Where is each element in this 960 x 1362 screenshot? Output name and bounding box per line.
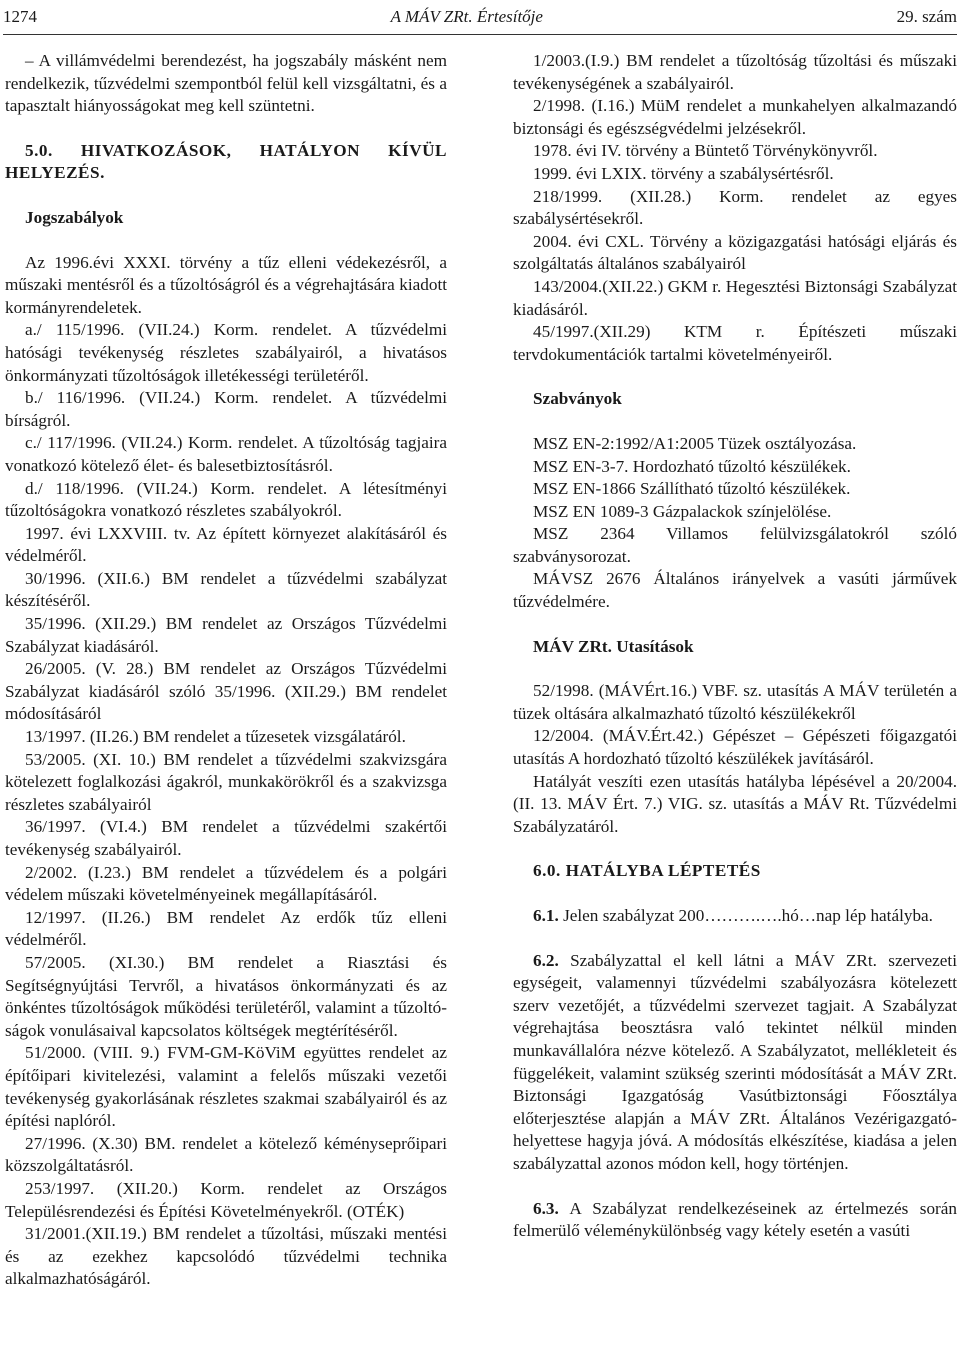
law-paragraph: 253/1997. (XII.20.) Korm. rendelet az Országos Településrendezési és Építési Követelményekről. (OTÉK) bbox=[5, 1178, 447, 1221]
order-item: Hatályát veszíti ezen utasítás hatályba lépésével a 20/2004. (II. 13. MÁV Ért. 7.) VIG. sz. utasítás a MÁV Rt. Tűzvédelmi Szabályzatáról. bbox=[513, 771, 957, 836]
order-item: 52/1998. (MÁVÉrt.16.) VBF. sz. utasítás A MÁV területén a tüzek oltására alkalmazható tűzoltó készülékekről bbox=[513, 681, 957, 723]
law-paragraph: 45/1997.(XII.29) KTM r. Építészeti műszaki tervdokumentációk tartalmi követelményeiről. bbox=[513, 322, 957, 364]
section-heading-effective: 6.0. HATÁLYBA LÉPTETÉS bbox=[533, 861, 761, 881]
law-paragraph: 31/2001.(XII.19.) BM rendelet a tűzoltási, műszaki mentési és az ezekhez kapcsolódó tűzvédelmi technika alkalmazhatóságáról. bbox=[5, 1224, 447, 1289]
subheading-laws: Jogszabályok bbox=[25, 207, 124, 227]
law-paragraph: 26/2005. (V. 28.) BM rendelet az Országos Tűzvédelmi Szabályzat kiadásáról szóló 35/1996. (XII.29.) BM rendelet módosításáról bbox=[5, 659, 447, 724]
standard-item: MÁVSZ 2676 Általános irányelvek a vasúti járművek tűzvédelmére. bbox=[513, 569, 957, 612]
law-paragraph: 1997. évi LXXVIII. tv. Az épített környezet alakításáról és védelméről. bbox=[5, 523, 447, 566]
clause-text: A Szabályzat rendelkezéseinek az értelmezés során felmerülő véleménykülönbség vagy kétely esetén a vasúti bbox=[513, 1198, 957, 1241]
header-rule bbox=[3, 34, 957, 35]
law-paragraph: 143/2004.(XII.22.) GKM r. Hegesztési Biztonsági Szabályzat kiadásáról. bbox=[513, 276, 957, 319]
clause-number: 6.1. bbox=[533, 906, 559, 925]
law-paragraph: 57/2005. (XI.30.) BM rendelet a Riasztási és Segítségnyújtási Tervről, a hivatásos önkormányzati és az önkéntes tűzoltóságok működési területéről, valamint a tűzoltó-ságok vonulásaival kapcsolatos költségek megtérítéséről. bbox=[5, 952, 447, 1040]
law-paragraph: 1999. évi LXIX. törvény a szabálysértésről. bbox=[533, 163, 834, 183]
issue-number: 29. szám bbox=[896, 7, 957, 26]
page-header bbox=[3, 4, 957, 30]
law-paragraph: 2/1998. (I.16.) MüM rendelet a munkahelyen alkalmazandó biztonsági és egészségvédelmi jelzésekről. bbox=[513, 96, 957, 138]
law-paragraph: 35/1996. (XII.29.) BM rendelet az Országos Tűzvédelmi Szabályzat kiadásáról. bbox=[5, 614, 447, 656]
standard-item: MSZ EN-1866 Szállítható tűzoltó készülékek. bbox=[533, 479, 851, 499]
law-paragraph: 30/1996. (XII.6.) BM rendelet a tűzvédelmi szabályzat készítéséről. bbox=[5, 568, 447, 611]
law-paragraph: 1978. évi IV. törvény a Büntető Törvénykönyvről. bbox=[533, 141, 878, 161]
law-paragraph: 36/1997. (VI.4.) BM rendelet a tűzvédelmi szakértői tevékenység szabályairól. bbox=[5, 817, 447, 859]
law-paragraph: 218/1999. (XII.28.) Korm. rendelet az egyes szabálysértésekről. bbox=[513, 186, 957, 229]
law-paragraph: 51/2000. (VIII. 9.) FVM-GM-KöViM együttes rendelet az építőipari kivitelezési, valamint a felelős műszaki vezetői tevékenység gyakorlásának részletes szakmai szabályairól és az építési naplóról. bbox=[5, 1043, 447, 1131]
subheading-standards: Szabványok bbox=[533, 389, 622, 409]
law-paragraph: 53/2005. (XI. 10.) BM rendelet a tűzvédelmi szakvizsgára kötelezett foglalkozási ágakról, munkakörökről és a szakvizsga részletes szabályairól bbox=[5, 749, 447, 814]
clause-number: 6.2. bbox=[533, 950, 559, 970]
law-paragraph: c./ 117/1996. (VII.24.) Korm. rendelet. A tűzoltóság tagjaira vonatkozó kötelező élet- és balesetbiztosításról. bbox=[5, 433, 447, 475]
subheading-orders: MÁV ZRt. Utasítások bbox=[533, 636, 694, 656]
clause-6-1 bbox=[513, 905, 957, 928]
law-paragraph: Az 1996.évi XXXI. törvény a tűz elleni védekezésről, a műszaki mentésről és a tűzoltóságról és a végrehajtására kiadott kormányrendeletek. bbox=[5, 252, 447, 317]
law-paragraph: b./ 116/1996. (VII.24.) Korm. rendelet. A tűzvédelmi bírságról. bbox=[5, 388, 447, 430]
intro-paragraph: – A villámvédelmi berendezést, ha jogszabály másként nem rendelkezik, tűzvédelmi szempontból felül kell vizsgáltatni, és a tapasztalt hiányosságokat meg kell szüntetni. bbox=[5, 51, 447, 116]
order-item: 12/2004. (MÁV.Ért.42.) Gépészet – Gépészeti főigazgatói utasítás A hordozható tűzoltó készülékek javításáról. bbox=[513, 726, 957, 769]
left-column bbox=[5, 50, 447, 1291]
clause-number: 6.3. bbox=[533, 1198, 559, 1218]
law-paragraph: a./ 115/1996. (VII.24.) Korm. rendelet. A tűzvédelmi hatósági tevékenység részletes szabályairól, a hivatásos önkormányzati tűzoltóságok illetékességi területéről. bbox=[5, 320, 447, 385]
law-paragraph: 1/2003.(I.9.) BM rendelet a tűzoltóság tűzoltási és műszaki tevékenységének a szabályairól. bbox=[513, 51, 957, 93]
clause-text: Szabályzattal el kell látni a MÁV ZRt. szervezeti egységeit, valamennyi tűzvédelmi szabályozásra kötelezett szerv vezetőjét, a tűzvédelmi szervezet tagjait. A Szabályzat végrehajtása beosztásra való tekintet nélkül minden munkavállalóra nézve kötelező. A Szabályzatot, mellékleteit és függelékeit, valamint szükség szerinti módosítását a MÁV ZRt. Biztonsági Igazgatóság Vasútbiztonsági Főosztálya előterjesztése alapján a MÁV ZRt. Általános Vezérigazgató-helyettese hagyja jóvá. A módosítás elkészítése, kiadása a jelen szabályzattal azonos módon kell, hogy történjen. bbox=[513, 950, 957, 1173]
clause-6-3 bbox=[513, 1198, 957, 1243]
law-paragraph: 2/2002. (I.23.) BM rendelet a tűzvédelem és a polgári védelem műszaki követelményeinek megállapításáról. bbox=[5, 862, 447, 905]
clause-6-2 bbox=[513, 950, 957, 1176]
law-paragraph: 12/1997. (II.26.) BM rendelet Az erdők tűz elleni védelméről. bbox=[5, 907, 447, 950]
journal-title: A MÁV ZRt. Értesítője bbox=[390, 7, 543, 26]
standard-item: MSZ EN-2:1992/A1:2005 Tüzek osztályozása. bbox=[533, 433, 857, 453]
clause-text: Jelen szabályzat 200……….….hó…nap lép hatályba. bbox=[558, 906, 933, 925]
standard-item: MSZ 2364 Villamos felülvizsgálatokról szóló szabványsorozat. bbox=[513, 524, 957, 566]
page-number: 1274 bbox=[3, 7, 37, 26]
law-paragraph: 2004. évi CXL. Törvény a közigazgatási hatósági eljárás és szolgáltatás általános szabályairól bbox=[513, 231, 957, 274]
law-paragraph: d./ 118/1996. (VII.24.) Korm. rendelet. A létesítményi tűzoltóságokra vonatkozó részletes szabályokról. bbox=[5, 478, 447, 521]
standard-item: MSZ EN-3-7. Hordozható tűzoltó készülékek. bbox=[533, 456, 851, 476]
law-paragraph: 27/1996. (X.30) BM. rendelet a kötelező kéményseprőipari közszolgáltatásról. bbox=[5, 1133, 447, 1176]
right-column bbox=[513, 50, 957, 1243]
section-heading-references: 5.0. HIVATKOZÁSOK, HATÁLYON KÍVÜL HELYEZÉS. bbox=[5, 140, 447, 183]
standard-item: MSZ EN 1089-3 Gázpalackok színjelölése. bbox=[533, 501, 832, 521]
law-paragraph: 13/1997. (II.26.) BM rendelet a tűzesetek vizsgálatáról. bbox=[25, 727, 406, 747]
